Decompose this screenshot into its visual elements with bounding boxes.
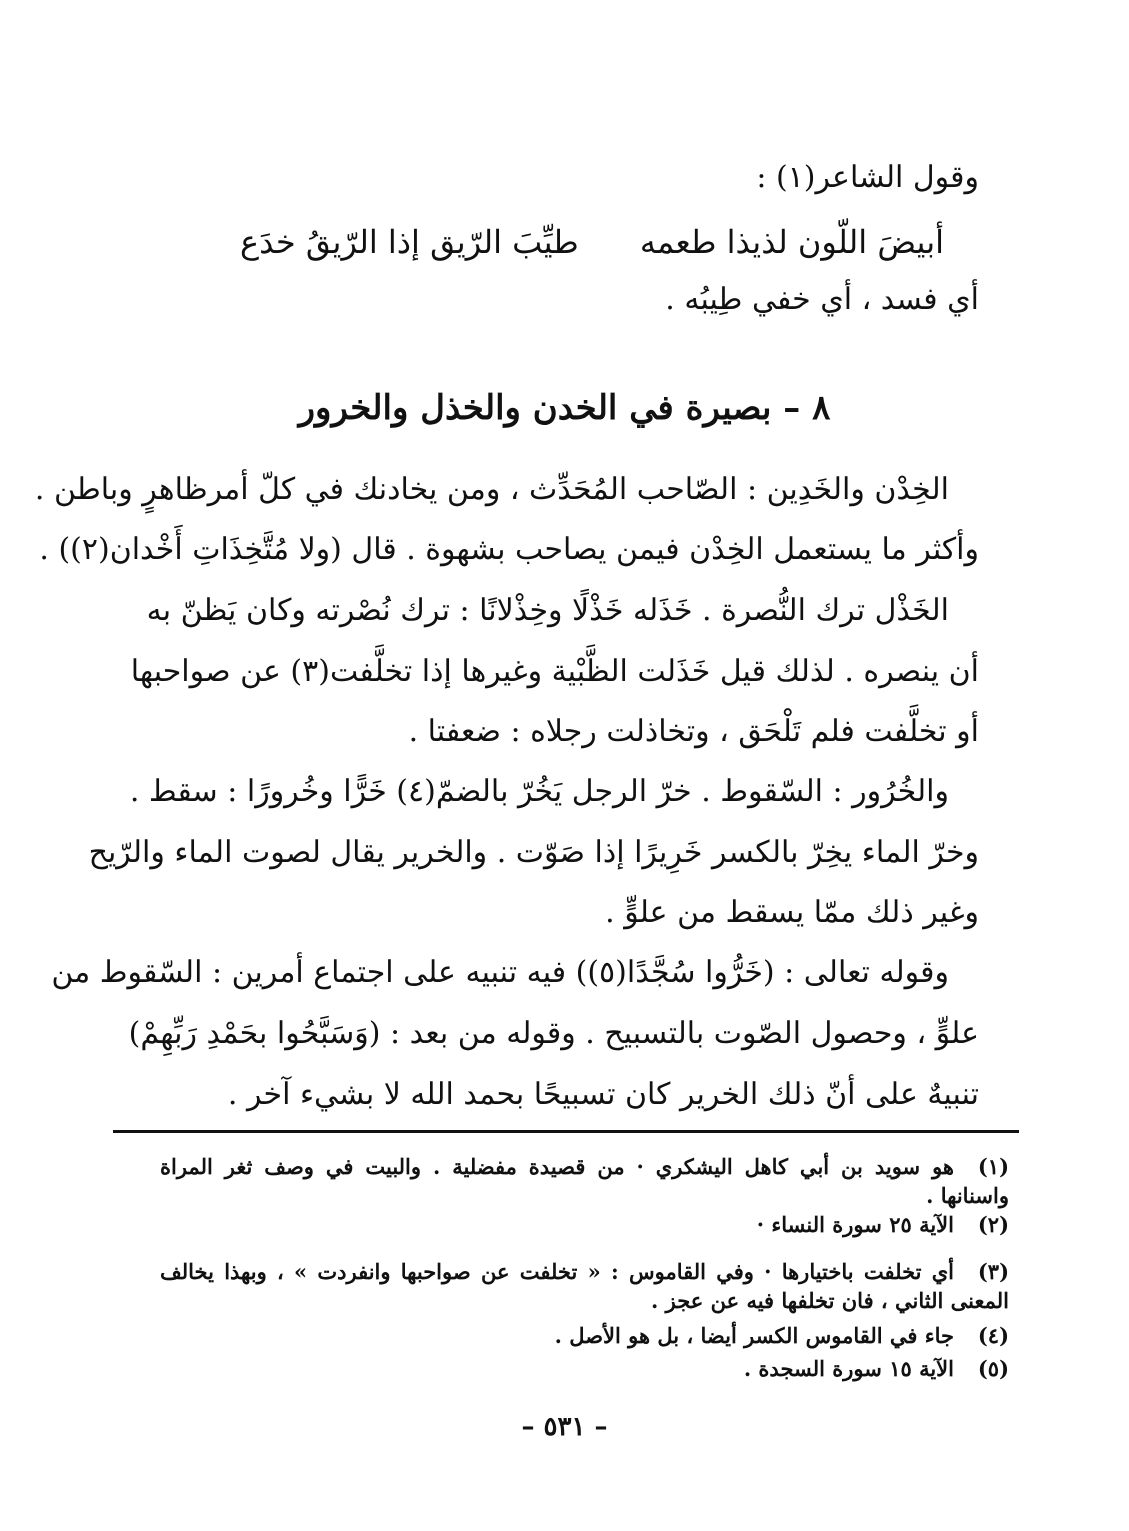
body-line: تنبيهٌ على أنّ ذلك الخرير كان تسبيحًا بحمد الله لا بشيء آخر . <box>227 1077 979 1112</box>
footnote-continuation <box>160 1182 1009 1210</box>
verse-first-hemistich: أبيضَ اللّون لذيذا طعمه <box>639 223 944 261</box>
body-line: علوٍّ ، وحصول الصّوت بالتسبيح . وقوله من بعد : (وَسَبَّحُوا بحَمْدِ رَبِّهِمْ) <box>128 1016 979 1051</box>
body-line: الخَذْل ترك النُّصرة . خَذَله خَذْلًا وخِذْلانًا : ترك نُصْرته وكان يَظنّ به <box>146 593 949 628</box>
poet-intro: وقول الشاعر(١) : <box>756 160 979 195</box>
body-line: وغير ذلك ممّا يسقط من علوٍّ . <box>605 895 979 930</box>
page-number: – ٥٣١ – <box>521 1412 608 1442</box>
footnote-text: المعنى الثاني ، فان تخلفها فيه عن عجز . <box>651 1288 1009 1313</box>
footnote-text: الآية ٢٥ سورة النساء · <box>756 1212 954 1237</box>
footnote-text: أي تخلفت باختيارها · وفي القاموس : « تخلفت عن صواحبها وانفردت » ، وبهذا يخالف <box>160 1259 954 1284</box>
footnote-text: واسنانها . <box>926 1183 1009 1208</box>
footnote <box>160 1211 1009 1239</box>
footnote-separator <box>113 1130 1019 1133</box>
body-line: الخِدْن والخَدِين : الصّاحب المُحَدِّث ، ومن يخادنك في كلّ أمرظاهرٍ وباطن . <box>34 472 949 507</box>
body-line: وقوله تعالى : (خَرُّوا سُجَّدًا(٥)) فيه تنبيه على اجتماع أمرين : السّقوط من <box>51 955 949 990</box>
footnote-number: (٤) <box>977 1323 1009 1348</box>
body-line: أو تخلَّفت فلم تَلْحَق ، وتخاذلت رجلاه : ضعفتا . <box>408 714 979 749</box>
body-line: أن ينصره . لذلك قيل خَذَلت الظَّبْية وغيرها إذا تخلَّفت(٣) عن صواحبها <box>130 654 979 689</box>
poem-verse <box>240 217 944 267</box>
footnote-text: هو سويد بن أبي كاهل اليشكري · من قصيدة مفضلية . والبيت في وصف ثغر المراة <box>160 1154 954 1179</box>
body-line: وخرّ الماء يخِرّ بالكسر خَرِيرًا إذا صَوّت . والخرير يقال لصوت الماء والرّيح <box>88 835 979 870</box>
footnote <box>160 1322 1009 1350</box>
section-heading: ٨ – بصيرة في الخدن والخذل والخرور <box>298 388 831 428</box>
footnote-number: (٣) <box>977 1259 1009 1284</box>
footnote-continuation <box>160 1287 1009 1315</box>
footnote-text: جاء في القاموس الكسر أيضا ، بل هو الأصل . <box>554 1323 954 1348</box>
footnote-number: (١) <box>977 1154 1009 1179</box>
footnote <box>160 1258 1009 1286</box>
footnote-number: (٢) <box>977 1212 1009 1237</box>
footnote <box>160 1355 1009 1383</box>
footnote-text: الآية ١٥ سورة السجدة . <box>743 1356 954 1381</box>
footnote <box>160 1153 1009 1181</box>
body-line: والخُرُور : السّقوط . خرّ الرجل يَخُرّ بالضمّ(٤) خَرًّا وخُرورًا : سقط . <box>129 774 949 809</box>
verse-second-hemistich: طيِّبَ الرّيق إذا الرّيقُ خدَع <box>240 223 579 261</box>
verse-explanation: أي فسد ، أي خفي طِيبُه . <box>665 282 979 317</box>
footnote-number: (٥) <box>977 1356 1009 1381</box>
body-line: وأكثر ما يستعمل الخِدْن فيمن يصاحب بشهوة . قال (ولا مُتَّخِذَاتِ أَخْدان(٢)) . <box>39 532 979 567</box>
